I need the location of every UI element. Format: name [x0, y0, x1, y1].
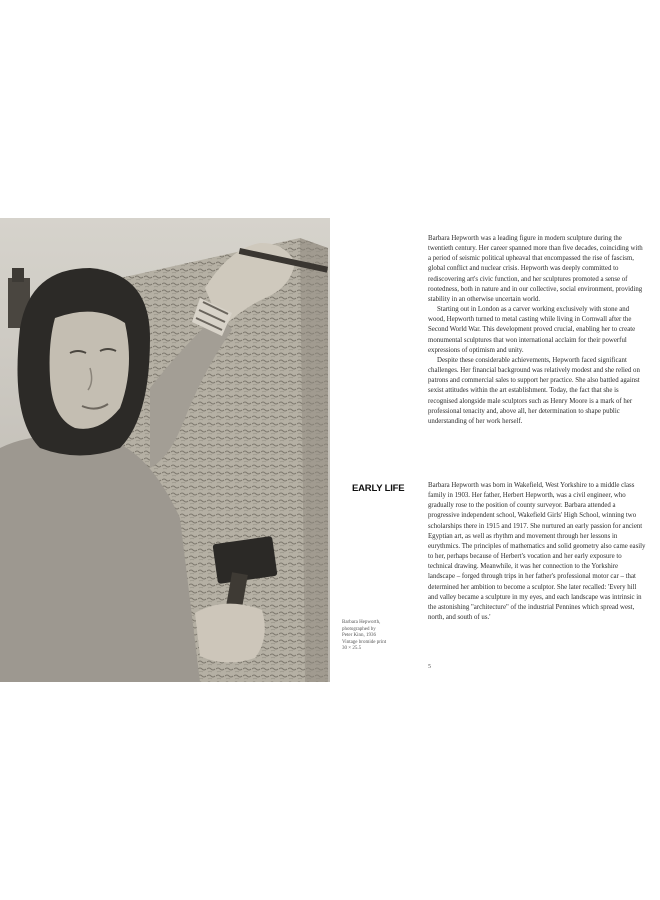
portrait-photo [0, 218, 330, 682]
section-heading-early-life: EARLY LIFE [352, 483, 405, 494]
early-life-text [428, 481, 646, 623]
caption-line: Vintage bromide print [342, 639, 387, 645]
caption-line: Barbara Hepworth, [342, 620, 381, 625]
page-number: 5 [428, 664, 431, 670]
intro-paragraph: Barbara Hepworth was a leading figure in modern sculpture during the twentieth century. Her career spanned more than five decades, coinciding with a period of seismic political upheaval that encompassed the rise of fascism, global conflict and nuclear crisis. Hepworth was deeply committed to rediscovering art's civic function, and her sculptures promoted a sense of rootedness, both in nature and in our collective, social environment, providing stability in an otherwise uncertain world. [428, 235, 643, 303]
early-life-paragraph: Barbara Hepworth was born in Wakefield, West Yorkshire to a middle class family in 1903. Her father, Herbert Hepworth, was a civil engineer, who gradually rose to the position of county surveyor. Barbara attended a progressive independent school, Wakefield Girls' High School, winning two scholarships there in 1915 and 1917. She nurtured an early passion for ancient Egyptian art, as well as rhythm and movement through her lessons in eurythmics. The principles of mathematics and solid geometry also came easily to her, perhaps because of Herbert's vocation and her early exposure to technical drawing. Meanwhile, it was her connection to the Yorkshire landscape – forged through trips in her father's professional motor car – that determined her ambition to become a sculptor. She later recalled: 'Every hill and valley became a sculpture in my eyes, and each landscape was intrinsic in the astonishing "architecture" of the industrial Pennines which spread west, north, and south of us.' [428, 482, 646, 622]
photo-caption [342, 620, 414, 653]
caption-line: photographed by [342, 626, 376, 632]
intro-paragraph: Starting out in London as a carver working exclusively with stone and wood, Hepworth turned to metal casting while living in Cornwall after the Second World War. This development proved crucial, enabling her to create monumental sculptures that won international acclaim for their powerful expressions of optimism and unity. [428, 306, 636, 354]
intro-text [428, 234, 646, 427]
caption-line: Peter Kinn, 1936 [342, 633, 377, 639]
intro-paragraph: Despite these considerable achievements, Hepworth faced significant challenges. Her financial background was relatively modest and she relied on patrons and commercial sales to support her practice. She also battled against sexist attitudes within the art establishment. Today, the fact that she is recognised alongside male sculptors such as Henry Moore is a mark of her professional tenacity and, above all, her determination to shape public understanding of her work herself. [428, 356, 640, 425]
caption-line: 30 × 25.5 [342, 646, 362, 652]
